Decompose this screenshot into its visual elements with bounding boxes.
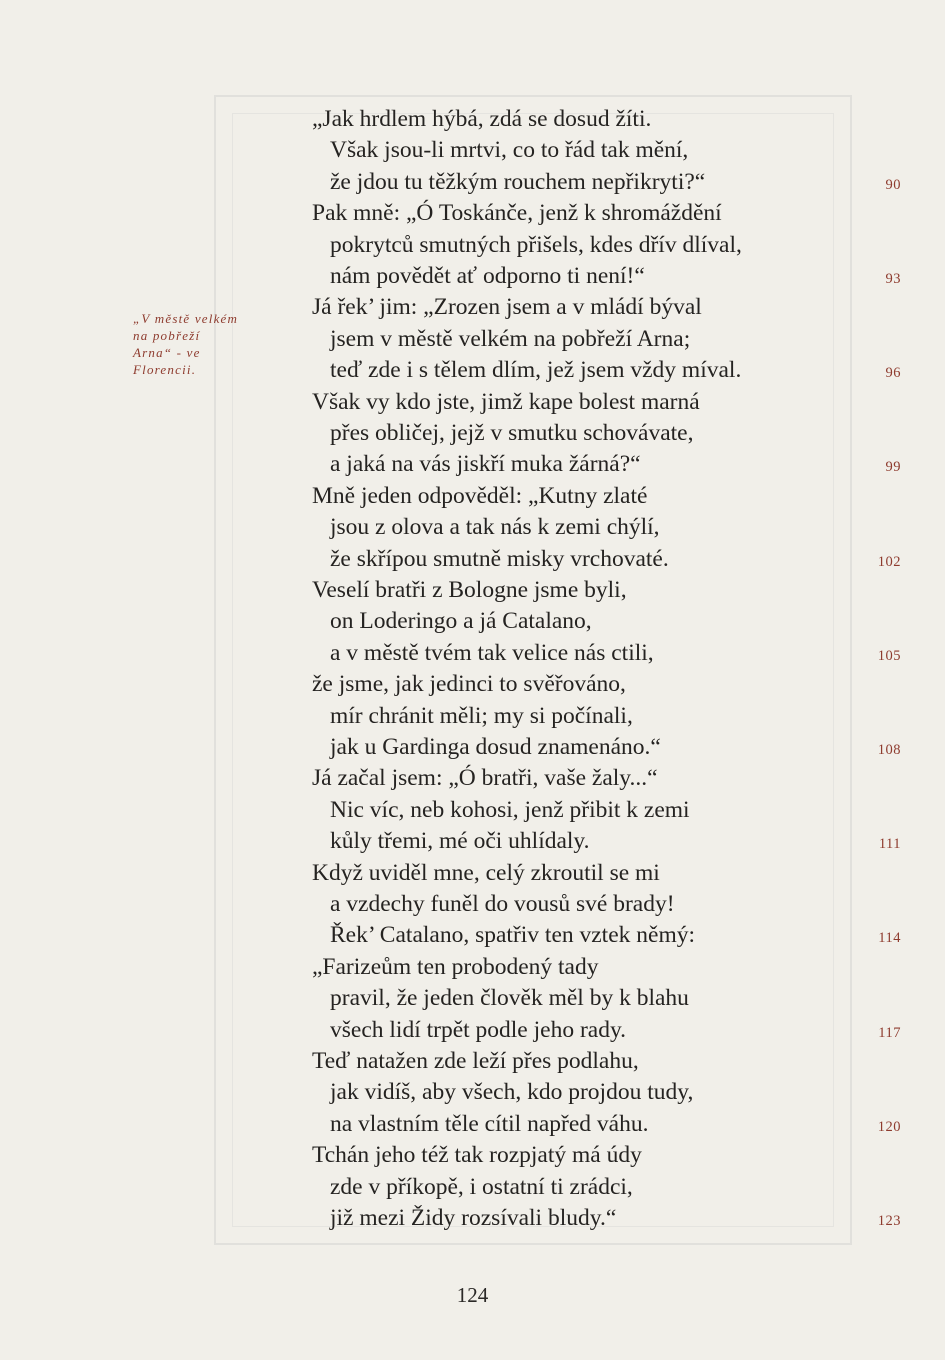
verse-text: Já řek’ jim: „Zrozen jsem a v mládí býval xyxy=(312,294,702,321)
verse-line xyxy=(0,983,945,1014)
line-number: 99 xyxy=(885,459,901,476)
verse-line xyxy=(0,952,945,983)
page-number: 124 xyxy=(456,1283,489,1307)
verse-line xyxy=(0,701,945,732)
verse-line xyxy=(0,889,945,920)
verse-line xyxy=(0,449,945,480)
verse-text: jsem v městě velkém na pobřeží Arna; xyxy=(330,325,691,352)
verse-line xyxy=(0,606,945,637)
verse-text: Však vy kdo jste, jimž kape bolest marná xyxy=(312,388,700,415)
line-number: 108 xyxy=(877,742,901,758)
verse-line xyxy=(0,1015,945,1046)
verse-line xyxy=(0,230,945,261)
verse-line xyxy=(0,638,945,669)
verse-line xyxy=(0,1046,945,1077)
verse-line xyxy=(0,324,945,355)
margin-note-line: Arna“ - ve xyxy=(133,345,201,360)
margin-note-line: na pobřeží xyxy=(133,328,201,343)
verse-line xyxy=(0,261,945,292)
line-number: 117 xyxy=(878,1024,901,1041)
line-number: 111 xyxy=(878,836,901,853)
verse-line xyxy=(0,292,945,323)
verse-text: Já začal jsem: „Ó bratři, vaše žaly...“ xyxy=(312,765,658,792)
verse-text: Mně jeden odpověděl: „Kutny zlaté xyxy=(312,482,648,509)
verse-text: Tchán jeho též tak rozpjatý má údy xyxy=(312,1142,642,1169)
verse-text: že jsme, jak jedinci to svěřováno, xyxy=(312,671,626,698)
verse-line xyxy=(0,1109,945,1140)
verse-text: Však jsou-li mrtvi, co to řád tak mění, xyxy=(330,137,689,164)
line-number: 105 xyxy=(877,647,901,664)
verse-line xyxy=(0,1077,945,1108)
verse-text: Teď natažen zde leží přes podlahu, xyxy=(312,1048,639,1074)
line-number: 90 xyxy=(885,176,901,193)
margin-note-line: Florencii. xyxy=(133,362,197,377)
verse-line xyxy=(0,512,945,543)
verse-line xyxy=(0,1172,945,1203)
verse-line xyxy=(0,167,945,198)
verse-line xyxy=(0,387,945,418)
verse-text: mír chránit měli; my si počínali, xyxy=(330,702,633,729)
verse-line xyxy=(0,669,945,700)
verse-text: Když uviděl mne, celý zkroutil se mi xyxy=(312,859,660,886)
verse-line xyxy=(0,418,945,449)
verse-line xyxy=(0,198,945,229)
line-number: 102 xyxy=(877,553,901,570)
verse-line xyxy=(0,481,945,512)
verse-text: že skřípou smutně misky vrchovaté. xyxy=(330,545,669,572)
verse-line xyxy=(0,135,945,166)
line-number: 93 xyxy=(885,271,901,287)
line-number: 96 xyxy=(885,365,901,382)
verse-text: teď zde i s tělem dlím, jež jsem vždy míval. xyxy=(330,357,742,384)
verse-text: jak vidíš, aby všech, kdo projdou tudy, xyxy=(330,1079,694,1106)
line-number: 114 xyxy=(878,930,901,947)
verse-text: všech lidí trpět podle jeho rady. xyxy=(330,1016,627,1043)
verse-text: nám povědět ať odporno ti není!“ xyxy=(330,263,645,289)
verse-text: Veselí bratři z Bologne jsme byli, xyxy=(312,577,627,603)
verse-text: „Farizeům ten probodený tady xyxy=(312,953,599,980)
verse-line xyxy=(0,1203,945,1234)
verse-text: pokrytců smutných přišels, kdes dřív dlíval, xyxy=(330,231,742,258)
verse-text: a v městě tvém tak velice nás ctili, xyxy=(330,639,654,666)
verse-line xyxy=(0,104,945,135)
verse-text: „Jak hrdlem hýbá, zdá se dosud žíti. xyxy=(312,106,652,132)
verse-text: on Loderingo a já Catalano, xyxy=(330,608,592,635)
verse-line xyxy=(0,355,945,386)
verse-line xyxy=(0,763,945,794)
verse-line xyxy=(0,732,945,763)
verse-text: že jdou tu těžkým rouchem nepřikryti?“ xyxy=(330,168,706,195)
verse-text: pravil, že jeden člověk měl by k blahu xyxy=(330,985,689,1012)
verse-line xyxy=(0,920,945,951)
verse-text: kůly třemi, mé oči uhlídaly. xyxy=(330,828,590,855)
verse-text: a jaká na vás jiskří muka žárná?“ xyxy=(330,451,641,478)
verse-text: jak u Gardinga dosud znamenáno.“ xyxy=(330,734,661,760)
verse-text: Řek’ Catalano, spatřiv ten vztek němý: xyxy=(330,922,696,949)
verse-text: přes obličej, jejž v smutku schovávate, xyxy=(330,420,694,446)
verse-line xyxy=(0,795,945,826)
line-number: 123 xyxy=(877,1213,901,1229)
verse-text: na vlastním těle cítil napřed váhu. xyxy=(330,1110,649,1137)
verse-line xyxy=(0,1140,945,1171)
verse-text: a vzdechy funěl do vousů své brady! xyxy=(330,891,675,917)
verse-text: již mezi Židy rozsívali bludy.“ xyxy=(330,1205,617,1231)
verse-line xyxy=(0,826,945,857)
verse-text: zde v příkopě, i ostatní ti zrádci, xyxy=(330,1173,633,1200)
verse-line xyxy=(0,544,945,575)
margin-note-line: „V městě velkém xyxy=(133,311,239,326)
verse-line xyxy=(0,575,945,606)
verse-line xyxy=(0,858,945,889)
verse-text: Nic víc, neb kohosi, jenž přibit k zemi xyxy=(330,796,690,823)
line-number: 120 xyxy=(877,1118,901,1135)
verse-text: jsou z olova a tak nás k zemi chýlí, xyxy=(330,514,660,541)
verse-text: Pak mně: „Ó Toskánče, jenž k shromáždění xyxy=(312,200,722,227)
